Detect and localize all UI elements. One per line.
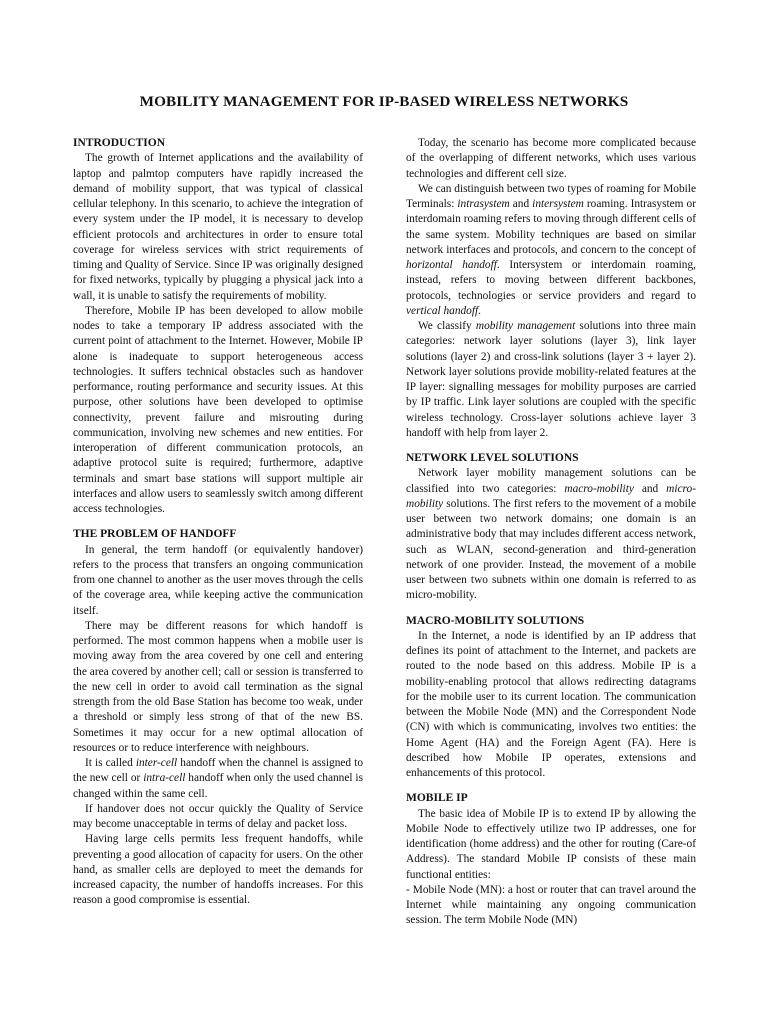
- scenario-paragraph-1: Today, the scenario has become more complicated because of the overlapping of different networks, which uses various technologies and different cell size.: [406, 137, 696, 180]
- right-column: [406, 136, 696, 929]
- section-heading-macro-mobility: MACRO-MOBILITY SOLUTIONS: [406, 614, 585, 627]
- intro-paragraph-1: The growth of Internet applications and the availability of laptop and palmtop computers have rapidly increased the demand of mobility support, that was typical of classical cellular telephony. In this scenario, to achieve the integration of every system under the IP model, it is necessary to develop efficient protocols and architectures in order to ensure total coverage for wireless services with strict requirements of timing and Quality of Service. Since IP was originally designed for fixed networks, typically by plugging a physical jack into a wall, it is unable to satisfy the requirements of mobility.: [73, 152, 363, 302]
- scenario-paragraph-2: We can distinguish between two types of roaming for Mobile Terminals: intrasystem and intersystem roaming. Intrasystem or interdomain roaming refers to moving through different cells of the same system. Mobility techniques are based on similar network interfaces and protocols, and concern to the concept of horizontal handoff. Intersystem or interdomain roaming, instead, refers to moving between different backbones, protocols, technologies or service providers and regard to vertical handoff.: [406, 182, 696, 317]
- paper-title: MOBILITY MANAGEMENT FOR IP-BASED WIRELESS NETWORKS: [139, 93, 629, 110]
- handoff-paragraph-4: If handover does not occur quickly the Quality of Service may become unacceptable in terms of delay and packet loss.: [73, 802, 363, 830]
- network-level-paragraph-1: Network layer mobility management solutions can be classified into two categories: macro-mobility and micro-mobility solutions. The first refers to the movement of a mobile user between two network domains; one domain is an administrative body that may includes different access network, such as WLAN, second-generation and third-generation network of one provider. Instead, the movement of a mobile user between two subnets within one domain is referred to as micro-mobility.: [406, 467, 696, 602]
- intro-paragraph-2: Therefore, Mobile IP has been developed to allow mobile nodes to take a temporary IP address associated with the current point of attachment to the Internet. However, Mobile IP alone is inadequate to support heterogeneous access technologies. It suffers technical obstacles such as handover performance, routing performance and security issues. At this purpose, other solutions have been developed to optimise connectivity, prevent failure and misrouting during communication, involving new schemes and new entities. For interoperation of different communication protocols, an adaptive protocol suite is required; furthermore, adaptive terminals and smart base stations will support multiple air interfaces and allow users to seamlessly switch among different access technologies.: [73, 304, 363, 515]
- mobile-ip-paragraph-2: - Mobile Node (MN): a host or router that can travel around the Internet while maintaining any ongoing communication session. The term Mobile Node (MN): [406, 883, 696, 927]
- left-column: [73, 136, 363, 909]
- section-heading-mobile-ip: MOBILE IP: [406, 792, 468, 805]
- handoff-paragraph-5: Having large cells permits less frequent handoffs, while preventing a good allocation of capacity for users. On the other hand, as smaller cells are deployed to meet the demands for increased capacity, the number of handoffs increases. For this reason a good compromise is essential.: [73, 833, 363, 907]
- section-heading-introduction: INTRODUCTION: [73, 137, 166, 149]
- macro-paragraph-1: In the Internet, a node is identified by an IP address that defines its point of attachment to the Internet, and packets are routed to the node based on this address. Mobile IP is a mobility-enabling protocol that allows redirecting datagrams for the mobile user to its current location. The communication between the Mobile Node (MN) and the Correspondent Node (CN) with which is communicating, involves two entities: the Home Agent (HA) and the Foreign Agent (FA). Here is described how Mobile IP operates, extensions and enhancements of this protocol.: [406, 629, 696, 779]
- handoff-paragraph-1: In general, the term handoff (or equivalently handover) refers to the process that transfers an ongoing communication from one channel to another as the user moves through the cells of the coverage area, while keeping active the communication itself.: [73, 543, 363, 617]
- section-heading-network-level: NETWORK LEVEL SOLUTIONS: [406, 452, 579, 464]
- handoff-paragraph-3: It is called inter-cell handoff when the channel is assigned to the new cell or intra-cell handoff when only the used channel is changed within the same cell.: [73, 757, 363, 800]
- handoff-paragraph-2: There may be different reasons for which handoff is performed. The most common happens when a mobile user is moving away from the area covered by one cell and entering the area covered by another cell; call or session is transferred to the new cell in order to avoid call termination as the signal strength from the old Base Station has become too weak, under a threshold or simply less strong of that of the new BS. Sometimes it may occur for a new optimal allocation of resources or to reduce interference with neighbours.: [73, 619, 363, 754]
- scenario-paragraph-3: We classify mobility management solutions into three main categories: network layer solutions (layer 3), link layer solutions (layer 2) and cross-link solutions (layer 3 + layer 2). Network layer solutions provide mobility-related features at the IP layer: signalling messages for mobility purposes are carried by IP traffic. Link layer solutions are coupled with the specific wireless technology. Cross-layer solutions achieve layer 3 handoff with help from layer 2.: [406, 320, 696, 439]
- section-heading-handoff: THE PROBLEM OF HANDOFF: [73, 528, 237, 541]
- mobile-ip-paragraph-1: The basic idea of Mobile IP is to extend IP by allowing the Mobile Node to effectively utilize two IP addresses, one for identification (home address) and the other for routing (Care-of Address). The standard Mobile IP consists of these main functional entities:: [406, 807, 696, 881]
